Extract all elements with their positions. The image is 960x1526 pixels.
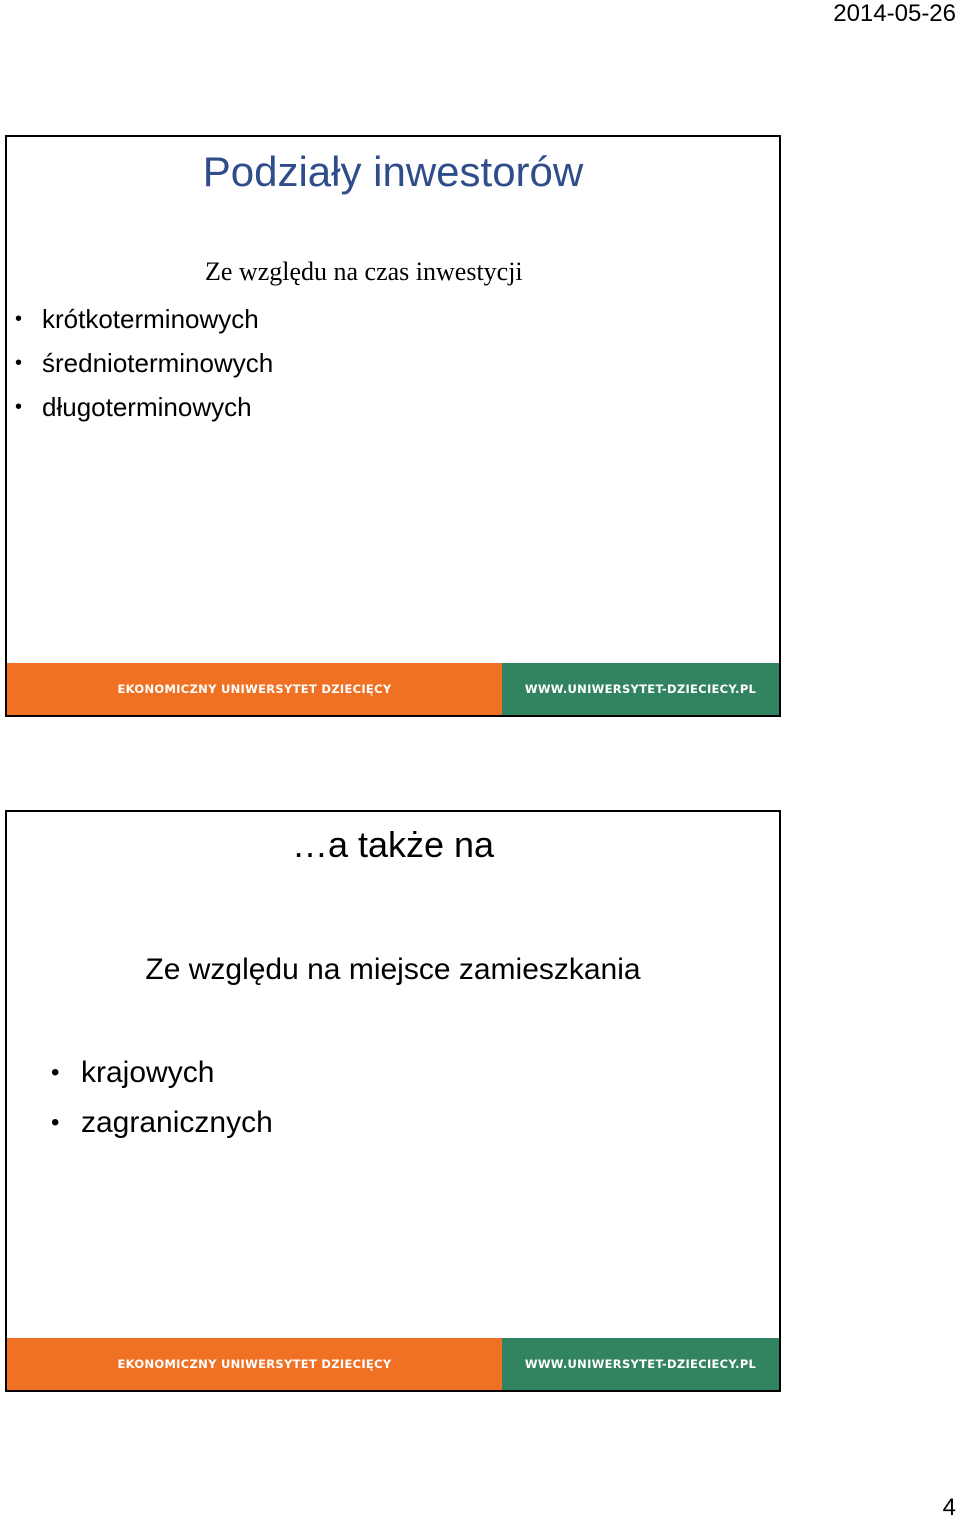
list-item [7, 297, 273, 341]
slide-subtitle: Ze względu na czas inwestycji [205, 257, 523, 286]
bullet-list [7, 1048, 273, 1148]
footer-brand-text: EKONOMICZNY UNIWERSYTET DZIECIĘCY [117, 682, 392, 696]
bullet-list [7, 297, 273, 429]
footer-website-block [502, 1338, 779, 1390]
slide-footer [7, 1338, 779, 1390]
list-item [7, 1098, 273, 1148]
slide-title: Podziały inwestorów [202, 148, 584, 195]
list-item-label: krótkoterminowych [42, 304, 259, 334]
footer-brand-block [7, 663, 502, 715]
list-item-label: zagranicznych [81, 1106, 273, 1139]
header-date: 2014-05-26 [833, 0, 956, 27]
list-item [7, 341, 273, 385]
slide-2 [5, 810, 781, 1392]
footer-website-link[interactable]: WWW.UNIWERSYTET-DZIECIECY.PL [524, 1357, 757, 1371]
bullet-icon: • [15, 308, 23, 330]
bullet-icon: • [15, 396, 23, 418]
list-item-label: krajowych [81, 1056, 215, 1089]
slide-1 [5, 135, 781, 717]
bullet-icon: • [51, 1059, 60, 1086]
bullet-icon: • [15, 352, 23, 374]
footer-brand-text: EKONOMICZNY UNIWERSYTET DZIECIĘCY [117, 1357, 392, 1371]
page-number: 4 [942, 1494, 956, 1521]
footer-brand-block [7, 1338, 502, 1390]
slide-subtitle: Ze względu na miejsce zamieszkania [145, 953, 641, 986]
footer-website-block [502, 663, 779, 715]
list-item [7, 385, 273, 429]
list-item [7, 1048, 273, 1098]
slide-title: …a także na [291, 824, 495, 865]
bullet-icon: • [51, 1109, 60, 1136]
footer-website-link[interactable]: WWW.UNIWERSYTET-DZIECIECY.PL [524, 682, 757, 696]
slide-footer [7, 663, 779, 715]
list-item-label: długoterminowych [42, 392, 252, 422]
list-item-label: średnioterminowych [42, 348, 274, 378]
